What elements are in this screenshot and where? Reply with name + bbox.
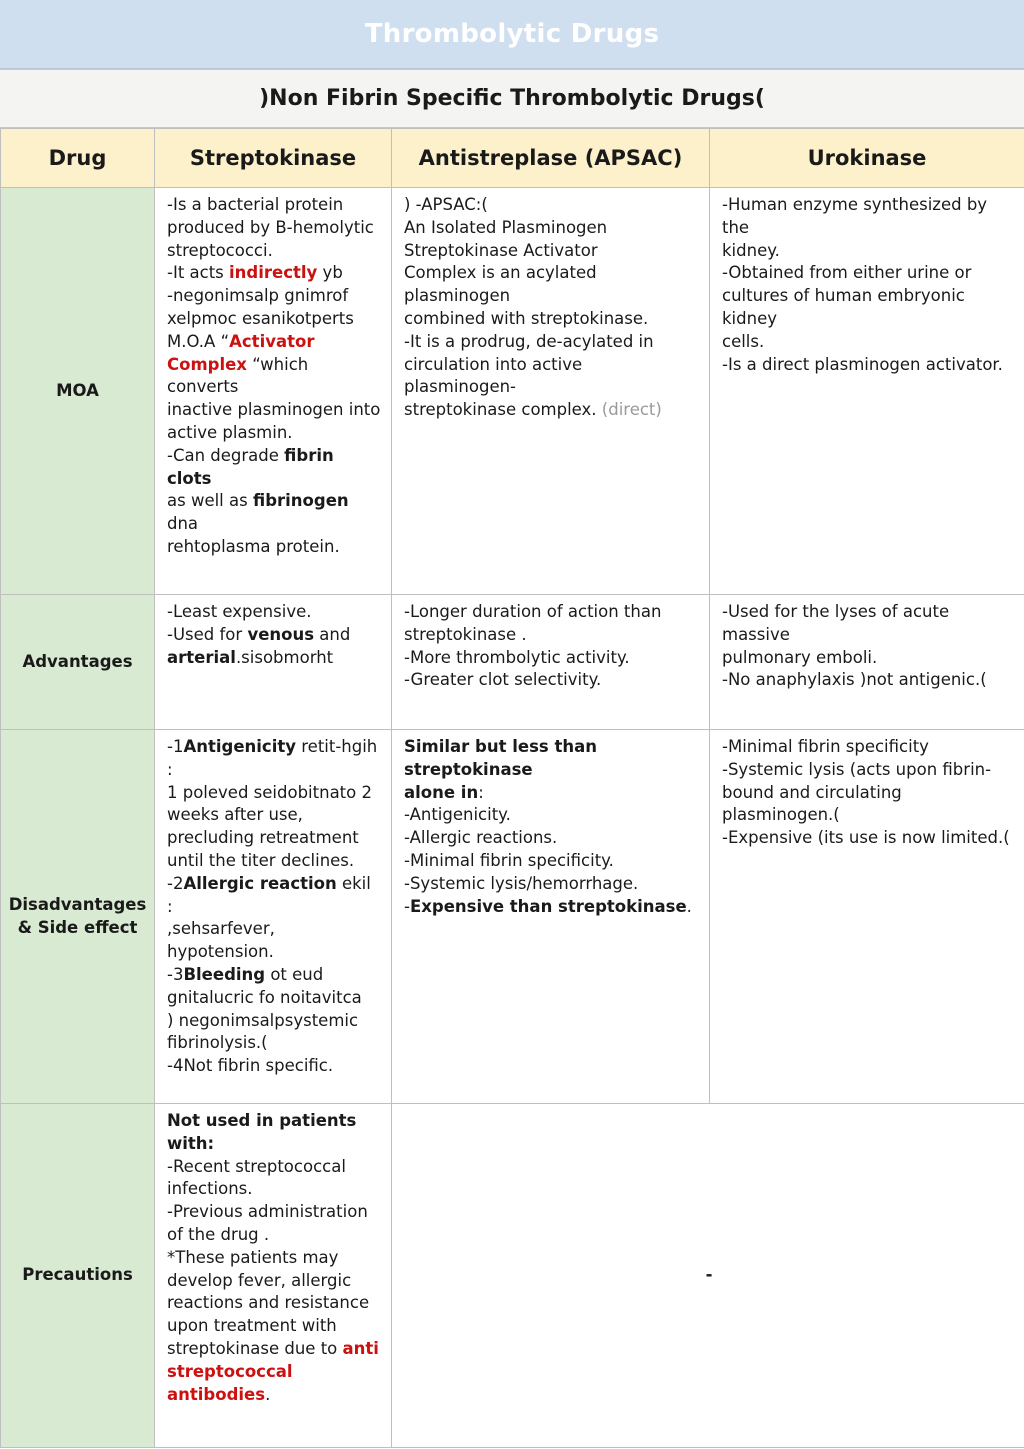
text-line [167,354,381,400]
text-line: -More thrombolytic activity. [404,647,630,667]
text-line: Complex is an acylated plasminogen [404,263,597,306]
text-line: -Is a direct plasminogen activator. [722,354,1003,374]
header-urokinase: Urokinase [710,129,1024,188]
text-line [167,445,381,491]
row-label-disadvantages [1,730,155,1104]
text-line: Similar but less than streptokinase [404,737,597,779]
text-line [404,896,699,919]
bold-text: arterial [167,647,236,667]
text-line: -Greater clot selectivity. [404,670,602,690]
text-line: Streptokinase Activator [404,240,598,260]
bold-text: Allergic reaction [183,873,337,893]
text-line: until the titer declines. [167,850,355,870]
text-line: gnitalucric fo noitavitca [167,987,362,1007]
text-line: & Side effect [17,917,138,937]
text-line: -Human enzyme synthesized by the [722,195,988,237]
text-line: -Antigenicity. [404,805,511,825]
text-line: circulation into active plasminogen- [404,354,583,397]
text-line: upon treatment with [167,1316,337,1336]
text-line: develop fever, allergic [167,1270,352,1290]
text-line: bound and circulating plasminogen.( [722,782,902,825]
text-line: ,sehsarfever, [167,919,275,939]
text-run: streptokinase complex. [404,400,602,420]
text-line: -No anaphylaxis )not antigenic.( [722,670,987,690]
text-line [167,490,381,536]
page-title: Thrombolytic Drugs [364,19,660,49]
text-run: -Used for [167,624,248,644]
muted-text: (direct) [601,400,662,420]
text-line: -Minimal fibrin specificity [722,737,929,756]
text-line: -Systemic lysis/hemorrhage. [404,873,639,893]
text-run: .sisobmorht [235,647,334,667]
text-line: fibrinolysis.( [167,1033,268,1053]
cell-precautions-streptokinase [155,1104,392,1448]
cell-advantages-urokinase [710,595,1024,730]
cell-moa-streptokinase [155,188,392,595]
text-line: ) negonimsalpsystemic [167,1010,359,1030]
text-line: -Is a bacterial protein [167,195,344,214]
cell-moa-antistreplase [392,188,710,595]
highlight-text: Activator [229,331,315,351]
text-line: hypotension. [167,942,274,962]
text-line: -It is a prodrug, de-acylated in [404,331,654,351]
text-line: reactions and resistance [167,1293,370,1313]
text-run: ot eud [265,964,324,984]
text-run: M.O.A “ [167,331,230,351]
text-run: streptokinase due to [167,1338,343,1358]
row-label-precautions: Precautions [1,1104,155,1448]
text-line: combined with streptokinase. [404,308,649,328]
text-run: -2 [167,873,184,893]
table-row-disadvantages [1,730,1024,1104]
text-line [167,964,381,987]
text-line: pulmonary emboli. [722,647,878,667]
row-label-moa: MOA [1,188,155,595]
text-line: -Used for the lyses of acute massive [722,602,950,644]
bold-text: Antigenicity [183,737,296,756]
text-line [167,736,381,782]
text-run: as well as [167,491,253,511]
text-run: -It acts [167,263,230,283]
text-run: . [265,1384,271,1404]
header-drug: Drug [1,129,155,188]
text-line: -Obtained from either urine or [722,263,972,283]
cell-precautions-other: - [392,1104,1024,1448]
bold-text: Expensive than streptokinase [409,896,687,916]
text-run: -Can degrade [167,445,285,465]
text-line: streptokinase . [404,624,527,644]
text-line: An Isolated Plasminogen [404,217,608,237]
text-line: inactive plasminogen into [167,400,381,420]
text-line [167,624,381,647]
text-line [167,1338,381,1361]
text-line: of the drug . [167,1224,270,1244]
table-row-advantages [1,595,1024,730]
drug-comparison-table [0,128,1024,1448]
highlight-text: streptococcal antibodies [167,1361,293,1404]
cell-advantages-antistreplase [392,595,710,730]
text-run: yb [317,263,343,283]
bold-text: fibrinogen [252,491,349,511]
header-streptokinase: Streptokinase [155,129,392,188]
cell-moa-urokinase [710,188,1024,595]
table-header-row [1,129,1024,188]
text-line: cultures of human embryonic kidney [722,286,965,328]
text-line [404,782,699,805]
highlight-text: anti [342,1338,379,1358]
text-line: 1 poleved seidobitnato 2 [167,782,372,802]
highlight-text: Complex [167,354,247,374]
text-line: infections. [167,1179,253,1199]
text-line: kidney. [722,240,780,260]
bold-text: fibrin clots [167,445,334,488]
text-line: weeks after use, [167,805,303,825]
text-line [167,647,381,670]
row-label-advantages: Advantages [1,595,155,730]
text-run: retit-hgih : [167,737,378,779]
text-line: -Previous administration [167,1202,368,1222]
text-run: -1 [167,737,184,756]
text-line: ) -APSAC:( [404,195,488,214]
table-row-precautions [1,1104,1024,1448]
text-line: Disadvantages [8,894,147,914]
text-line: -Allergic reactions. [404,828,558,848]
cell-advantages-streptokinase [155,595,392,730]
text-line [404,399,699,422]
text-line: streptococci. [167,240,273,260]
text-run: and [314,624,351,644]
text-run: . [686,896,692,916]
title-banner [0,0,1024,69]
text-line: xelpmoc esanikotperts [167,308,354,328]
text-line: -4Not fibrin specific. [167,1056,334,1076]
text-line: -Systemic lysis (acts upon fibrin- [722,759,992,779]
cell-disadvantages-antistreplase [392,730,710,1104]
text-run: : [478,782,484,802]
bold-text: alone in [404,782,479,802]
text-line: rehtoplasma protein. [167,536,340,556]
text-line: *These patients may [167,1247,339,1267]
text-line: -Minimal fibrin specificity. [404,850,614,870]
header-antistreplase: Antistreplase (APSAC) [392,129,710,188]
text-line: -Least expensive. [167,602,312,621]
text-line: -Expensive (its use is now limited.( [722,828,1010,848]
text-line [167,331,381,354]
text-line: Not used in patients with: [167,1111,357,1153]
text-line [167,1361,381,1407]
bold-text: Bleeding [183,964,266,984]
subtitle-banner [0,69,1024,128]
text-line [167,262,381,285]
page-subtitle: )Non Fibrin Specific Thrombolytic Drugs( [259,86,765,111]
text-line [167,873,381,919]
text-line: cells. [722,331,765,351]
text-run: dna [167,514,199,534]
text-run: “which converts [167,354,309,397]
highlight-text: indirectly [229,263,318,283]
text-line: active plasmin. [167,422,293,442]
text-run: - [404,896,410,916]
bold-text: venous [247,624,315,644]
cell-disadvantages-urokinase [710,730,1024,1104]
text-line: -Recent streptococcal [167,1156,346,1176]
text-run: ekil : [167,873,371,916]
text-line: -negonimsalp gnimrof [167,286,349,306]
cell-disadvantages-streptokinase [155,730,392,1104]
text-line: precluding retreatment [167,828,359,848]
text-line: produced by B-hemolytic [167,217,374,237]
table-row-moa [1,188,1024,595]
text-line: -Longer duration of action than [404,602,662,621]
text-run: -3 [167,964,184,984]
